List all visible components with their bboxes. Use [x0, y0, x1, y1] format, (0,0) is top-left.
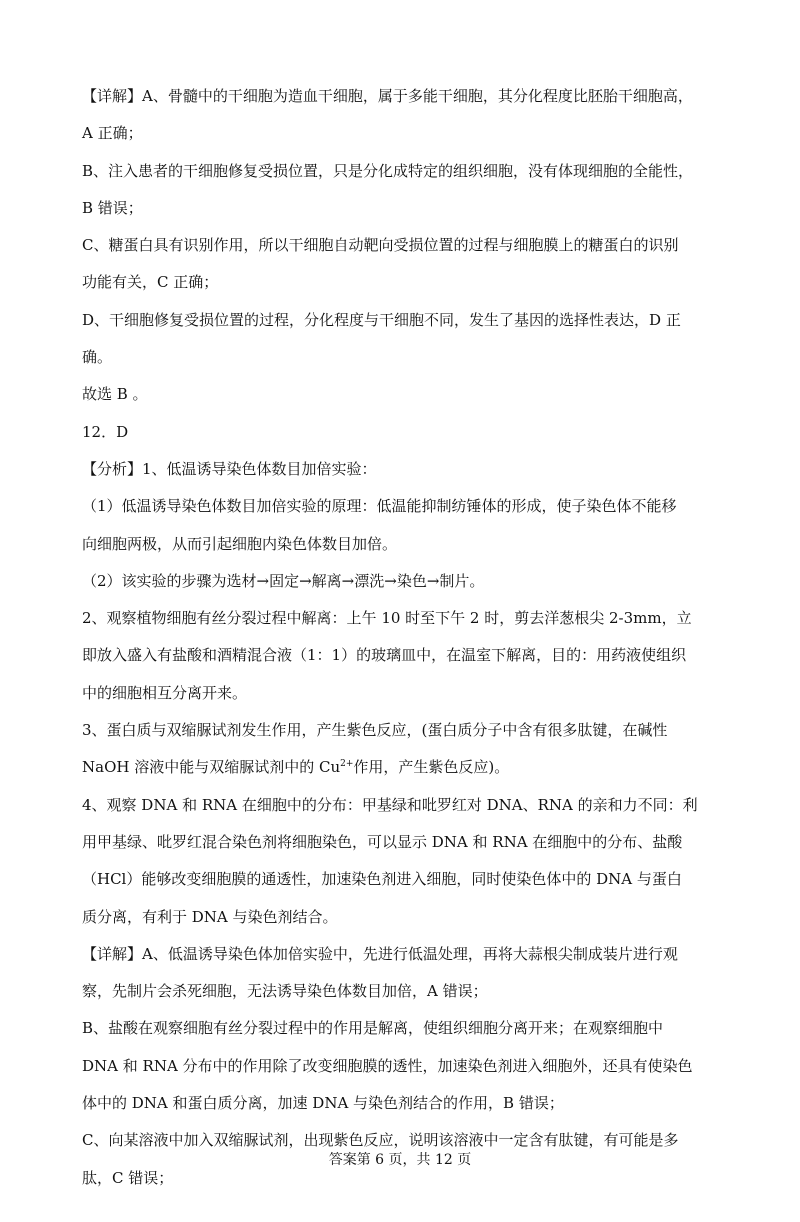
text-line: DNA 和 RNA 分布中的作用除了改变细胞膜的透性，加速染色剂进入细胞外，还具有使染色	[82, 1056, 693, 1075]
text-line: B、注入患者的干细胞修复受损位置，只是分化成特定的组织细胞，没有体现细胞的全能性，	[82, 161, 694, 180]
text-line: D、干细胞修复受损位置的过程，分化程度与干细胞不同，发生了基因的选择性表达，D 正	[82, 310, 681, 329]
text-line: B、盐酸在观察细胞有丝分裂过程中的作用是解离，使组织细胞分离开来；在观察细胞中	[82, 1019, 664, 1038]
text-line: 即放入盛入有盐酸和酒精混合液（1：1）的玻璃皿中，在温室下解离，目的：用药液使组织	[82, 646, 687, 665]
page-body	[82, 82, 724, 1201]
text-line-cu	[82, 753, 724, 790]
text-line: C、向某溶液中加入双缩脲试剂，出现紫色反应，说明该溶液中一定含有肽键，有可能是多	[82, 1131, 679, 1150]
text-line: 中的细胞相互分离开来。	[82, 683, 248, 702]
text-line: 体中的 DNA 和蛋白质分离，加速 DNA 与染色剂结合的作用，B 错误；	[82, 1094, 564, 1113]
text-line: C、糖蛋白具有识别作用，所以干细胞自动靶向受损位置的过程与细胞膜上的糖蛋白的识别	[82, 236, 679, 255]
text-line: 察，先制片会杀死细胞，无法诱导染色体数目加倍，A 错误；	[82, 982, 488, 1001]
text-line: A 正确；	[82, 124, 143, 143]
text-line: 肽，C 错误；	[82, 1168, 174, 1187]
text-line: 2、观察植物细胞有丝分裂过程中解离：上午 10 时至下午 2 时，剪去洋葱根尖 2-3mm，立	[82, 609, 692, 628]
text-line: 用甲基绿、吡罗红混合染色剂将细胞染色，可以显示 DNA 和 RNA 在细胞中的分布、盐酸	[82, 832, 683, 851]
text-line: 故选 B 。	[82, 385, 148, 404]
text-line: 质分离，有利于 DNA 与染色剂结合。	[82, 907, 338, 926]
text-line: （1）低温诱导染色体数目加倍实验的原理：低温能抑制纺锤体的形成，使子染色体不能移	[82, 497, 677, 516]
text-line: 功能有关，C 正确；	[82, 273, 219, 292]
text-line: 向细胞两极，从而引起细胞内染色体数目加倍。	[82, 534, 398, 553]
text-line: 3、蛋白质与双缩脲试剂发生作用，产生紫色反应，(蛋白质分子中含有很多肽键，在碱性	[82, 721, 668, 740]
text-line: 【详解】A、低温诱导染色体加倍实验中，先进行低温处理，再将大蒜根尖制成装片进行观	[82, 944, 678, 963]
cu-line-before: NaOH 溶液中能与双缩脲试剂中的 Cu	[82, 758, 341, 777]
page-footer: 答案第 6 页，共 12 页	[328, 1152, 472, 1168]
cu-charge-superscript: 2+	[340, 759, 354, 770]
text-line: 【分析】1、低温诱导染色体数目加倍实验：	[82, 459, 377, 478]
text-line: 4、观察 DNA 和 RNA 在细胞中的分布：甲基绿和吡罗红对 DNA、RNA 的亲和力不同：利	[82, 795, 698, 814]
text-line: 【详解】A、骨髓中的干细胞为造血干细胞，属于多能干细胞，其分化程度比胚胎干细胞高，	[82, 87, 693, 105]
cu-line-after: 作用，产生紫色反应)。	[353, 758, 510, 777]
text-line: B 错误；	[82, 198, 143, 217]
text-line: 确。	[82, 348, 113, 367]
text-line: （HCl）能够改变细胞膜的通透性，加速染色剂进入细胞，同时使染色体中的 DNA 与蛋白	[82, 870, 682, 889]
text-line: （2）该实验的步骤为选材→固定→解离→漂洗→染色→制片。	[82, 571, 485, 590]
question-number: 12．D	[82, 422, 129, 441]
